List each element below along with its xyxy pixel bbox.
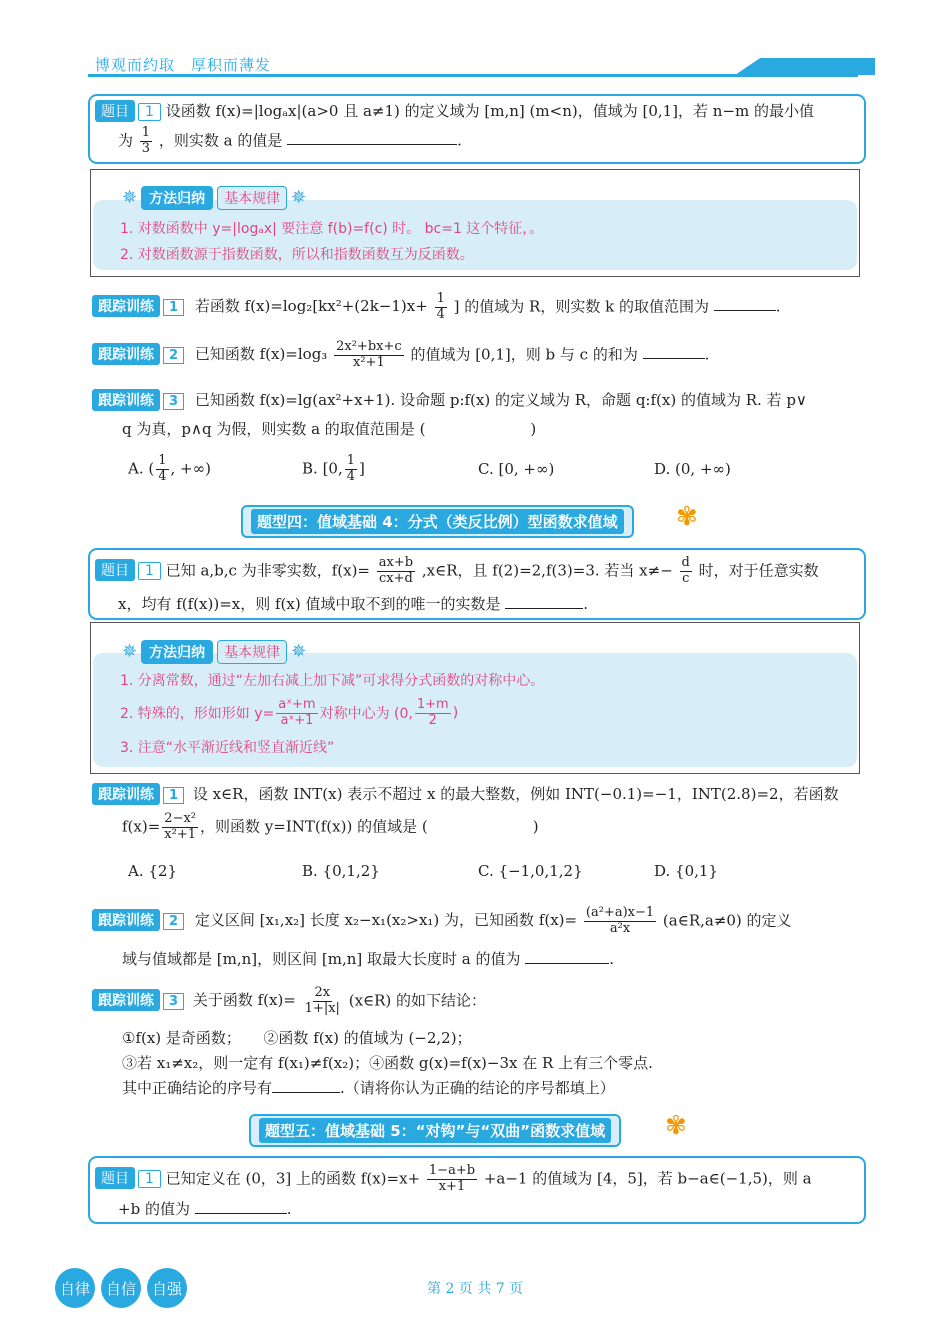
training-2 [92, 340, 709, 371]
numerator: 1−a+b [428, 1163, 476, 1178]
method-tag: 方法归纳 [141, 186, 213, 210]
answer-blank[interactable] [714, 310, 776, 311]
problem-2-line1 [95, 556, 819, 587]
denominator: cx+d [379, 570, 413, 586]
option-label: A. [128, 459, 144, 478]
period: . [775, 297, 781, 316]
fraction [345, 454, 357, 485]
problem-text: ,x∈R，且 f(2)=2,f(3)=3. 若当 x≠− [421, 561, 673, 580]
problem-text: 设函数 f(x)=|logₐx|(a>0 且 a≠1) 的定义域为 [m,n] (m<n)，值域为 [0,1]，若 n−m 的最小值 [165, 102, 815, 120]
fraction [435, 292, 447, 323]
problem-text: 时，对于任意实数 [698, 561, 819, 580]
problem-text: 已知 a,b,c 为非零实数，f(x)= [165, 561, 371, 580]
method-2-item-2 [120, 698, 458, 729]
denominator: x+1 [438, 1178, 466, 1194]
training-tag: 跟踪训练 [92, 909, 160, 931]
star-icon: ✵ [122, 187, 138, 208]
denominator: aˣ+1 [280, 712, 314, 728]
problem-tag: 题目 [95, 100, 135, 122]
denominator: 4 [346, 468, 356, 484]
training-text: (a∈R,a≠0) 的定义 [662, 911, 792, 930]
section-title-4 [241, 505, 634, 538]
fraction [415, 698, 451, 729]
period: . [609, 950, 615, 968]
denominator: 1+|x| [304, 1000, 340, 1016]
numerator: (a²+a)x−1 [585, 905, 655, 920]
training-text: 关于函数 f(x)= [192, 991, 296, 1010]
section-title-5 [249, 1114, 621, 1147]
numerator: 1 [436, 291, 445, 306]
answer-blank[interactable] [272, 1092, 340, 1093]
problem-text: +a−1 的值域为 [4，5]，若 b−a∈(−1,5)，则 a [483, 1169, 812, 1188]
training-text: 若函数 f(x)=log₂[kx²+(2k−1)x+ [194, 297, 428, 316]
training-number: 2 [163, 913, 184, 930]
numerator: 2x [314, 985, 331, 1000]
problem-number: 1 [138, 562, 161, 580]
answer-blank[interactable] [525, 963, 609, 964]
training-1 [92, 292, 781, 323]
training-4-line1 [92, 783, 839, 805]
problem-2-line2 [118, 593, 588, 614]
answer-blank[interactable] [643, 358, 705, 359]
method-text: 2. 特殊的，形如形如 y= [120, 706, 275, 723]
numerator: 2x²+bx+c [336, 339, 402, 354]
header-slant-bar [735, 58, 875, 75]
training-tag: 跟踪训练 [92, 783, 160, 805]
rule-tag: 基本规律 [217, 186, 287, 210]
star-icon: ✵ [291, 187, 307, 208]
problem-tag: 题目 [95, 559, 135, 581]
training-text: ，则函数 y=INT(f(x)) 的值域是 ( ) [200, 817, 539, 836]
denominator: 4 [436, 306, 445, 322]
training-number: 2 [163, 347, 184, 364]
star-icon: ✵ [291, 641, 307, 662]
training-6-line1 [92, 986, 486, 1017]
numerator: d [681, 555, 690, 570]
training-number: 3 [163, 993, 184, 1010]
option-b[interactable]: B. [0, $\frac{1}{4}$ ] [302, 453, 365, 484]
method-tag: 方法归纳 [141, 640, 213, 664]
training-4-line2 [122, 812, 539, 843]
star-icon: ✵ [122, 641, 138, 662]
training-6-line4 [122, 1077, 615, 1098]
option-a[interactable]: A. {2} [128, 862, 177, 880]
numerator: 1 [346, 453, 356, 468]
denominator: 4 [158, 468, 167, 484]
denominator: c [682, 570, 690, 586]
fraction [377, 556, 415, 587]
method-1-item-1: 1. 对数函数中 y=|logₐx| 要注意 f(b)=f(c) 时。 bc=1 这个特征，。 [120, 221, 544, 237]
footer-badge-2: 自信 [101, 1268, 141, 1308]
training-text: (x∈R) 的如下结论： [348, 991, 487, 1010]
method-header-2 [122, 640, 306, 664]
section-title-text: 题型四：值域基础 4：分式（类反比例）型函数求值域 [251, 509, 624, 534]
problem-number: 1 [138, 1170, 161, 1188]
period: . [583, 595, 589, 613]
training-text: 已知函数 f(x)=lg(ax²+x+1). 设命题 p:f(x) 的定义域为 R，命题 q:f(x) 的值域为 R. 若 p∨ [194, 391, 807, 409]
problem-tag: 题目 [95, 1167, 135, 1189]
training-text: 已知函数 f(x)=log₃ [194, 345, 328, 364]
denominator: x²+1 [164, 826, 197, 842]
header-motto: 博观而约取 厚积而薄发 [95, 56, 272, 74]
training-text: 其中正确结论的序号有 [122, 1079, 273, 1097]
fraction [427, 1164, 477, 1195]
method-1-item-2: 2. 对数函数源于指数函数，所以和指数函数互为反函数。 [120, 247, 474, 263]
training-3-line1 [92, 389, 807, 411]
method-header-1 [122, 186, 306, 210]
fraction [334, 340, 404, 371]
fraction [140, 126, 152, 157]
option-b[interactable]: B. {0,1,2} [302, 862, 380, 880]
training-3-line2: q 为真，p∧q 为假，则实数 a 的取值范围是 ( ) [122, 420, 537, 438]
answer-blank[interactable] [195, 1213, 287, 1214]
answer-blank[interactable] [287, 144, 457, 145]
option-c[interactable]: C. [0, +∞) [478, 460, 555, 478]
numerator: 1+m [416, 697, 449, 712]
option-text: , +∞) [170, 459, 211, 478]
problem-3-line2 [118, 1198, 292, 1219]
problem-text: ，则实数 a 的值是 [158, 131, 283, 150]
option-c[interactable]: C. {−1,0,1,2} [478, 862, 583, 880]
footer-badge-3: 自强 [147, 1268, 187, 1308]
method-text: ) [452, 705, 459, 722]
training-6-line3: ③若 x₁≠x₂，则一定有 f(x₁)≠f(x₂)；④函数 g(x)=f(x)−3x 在 R 上有三个零点. [122, 1054, 653, 1072]
denominator: 2 [428, 712, 437, 728]
fraction [680, 556, 692, 587]
header-line [88, 74, 858, 77]
training-text: 域与值域都是 [m,n]，则区间 [m,n] 取最大长度时 a 的值为 [122, 950, 521, 968]
period: . [704, 345, 710, 364]
training-6-line2: ①f(x) 是奇函数； ②函数 f(x) 的值域为 (−2,2)； [122, 1029, 472, 1047]
option-label: B. [302, 459, 318, 478]
footer-badge-1: 自律 [55, 1268, 95, 1308]
problem-3-line1 [95, 1164, 812, 1195]
training-number: 3 [163, 393, 184, 410]
problem-1-line2: 为 $\frac{1}{3}$ ，则实数 a 的值是 . [118, 125, 462, 156]
method-text: 对称中心为 (0, [319, 706, 413, 723]
option-a[interactable]: A. ( $\frac{1}{4}$ , +∞) [128, 453, 211, 484]
training-text: ] 的值域为 R，则实数 k 的取值范围为 [453, 297, 709, 316]
denominator: 3 [141, 140, 151, 156]
problem-text: x，均有 f(f(x))=x，则 f(x) 值域中取不到的唯一的实数是 [118, 595, 501, 613]
numerator: 2−x² [164, 811, 197, 826]
numerator: 1 [141, 125, 151, 140]
training-number: 1 [163, 787, 184, 804]
section-title-text: 题型五：值域基础 5：“对钩”与“双曲”函数求值域 [259, 1118, 611, 1143]
training-tag: 跟踪训练 [92, 989, 160, 1011]
training-text: 设 x∈R，函数 INT(x) 表示不超过 x 的最大整数，例如 INT(−0.1)=−1，INT(2.8)=2，若函数 [192, 785, 839, 803]
option-d[interactable]: D. {0,1} [654, 862, 718, 880]
training-text: f(x)= [122, 817, 161, 836]
training-tag: 跟踪训练 [92, 389, 160, 411]
training-5-line2 [122, 948, 614, 969]
denominator: x²+1 [353, 354, 385, 370]
option-d[interactable]: D. (0, +∞) [654, 460, 731, 478]
page-number: 第 2 页 共 7 页 [427, 1281, 524, 1297]
problem-text: +b 的值为 [118, 1200, 190, 1218]
method-2-item-3: 3. 注意“水平渐近线和竖直渐近线” [120, 740, 335, 756]
fraction [162, 812, 198, 843]
fraction [156, 454, 168, 485]
rule-tag: 基本规律 [217, 640, 287, 664]
training-tag: 跟踪训练 [92, 343, 160, 365]
flower-icon: ✾ [665, 1111, 687, 1141]
denominator: a²x [609, 920, 631, 936]
fraction [303, 986, 342, 1017]
method-2-item-1: 1. 分离常数，通过“左加右减上加下减”可求得分式函数的对称中心。 [120, 673, 545, 689]
numerator: aˣ+m [278, 697, 316, 712]
training-text: 定义区间 [x₁,x₂] 长度 x₂−x₁(x₂>x₁) 为，已知函数 f(x)= [194, 911, 578, 930]
training-text: 的值域为 [0,1]，则 b 与 c 的和为 [410, 345, 638, 364]
problem-text: 已知定义在 (0，3] 上的函数 f(x)=x+ [165, 1169, 421, 1188]
problem-number: 1 [138, 103, 161, 121]
training-5-line1 [92, 906, 792, 937]
flower-icon: ✾ [676, 502, 698, 532]
training-number: 1 [163, 299, 184, 316]
answer-blank[interactable] [505, 608, 583, 609]
problem-1-line1 [95, 100, 814, 122]
training-text: .（请将你认为正确的结论的序号都填上） [340, 1079, 615, 1097]
option-text: ] [359, 459, 365, 478]
problem-text: 为 [118, 131, 134, 150]
period: . [286, 1200, 292, 1218]
fraction [276, 698, 317, 729]
numerator: 1 [158, 453, 167, 468]
numerator: ax+b [378, 555, 414, 570]
training-tag: 跟踪训练 [92, 295, 160, 317]
fraction [584, 906, 656, 937]
